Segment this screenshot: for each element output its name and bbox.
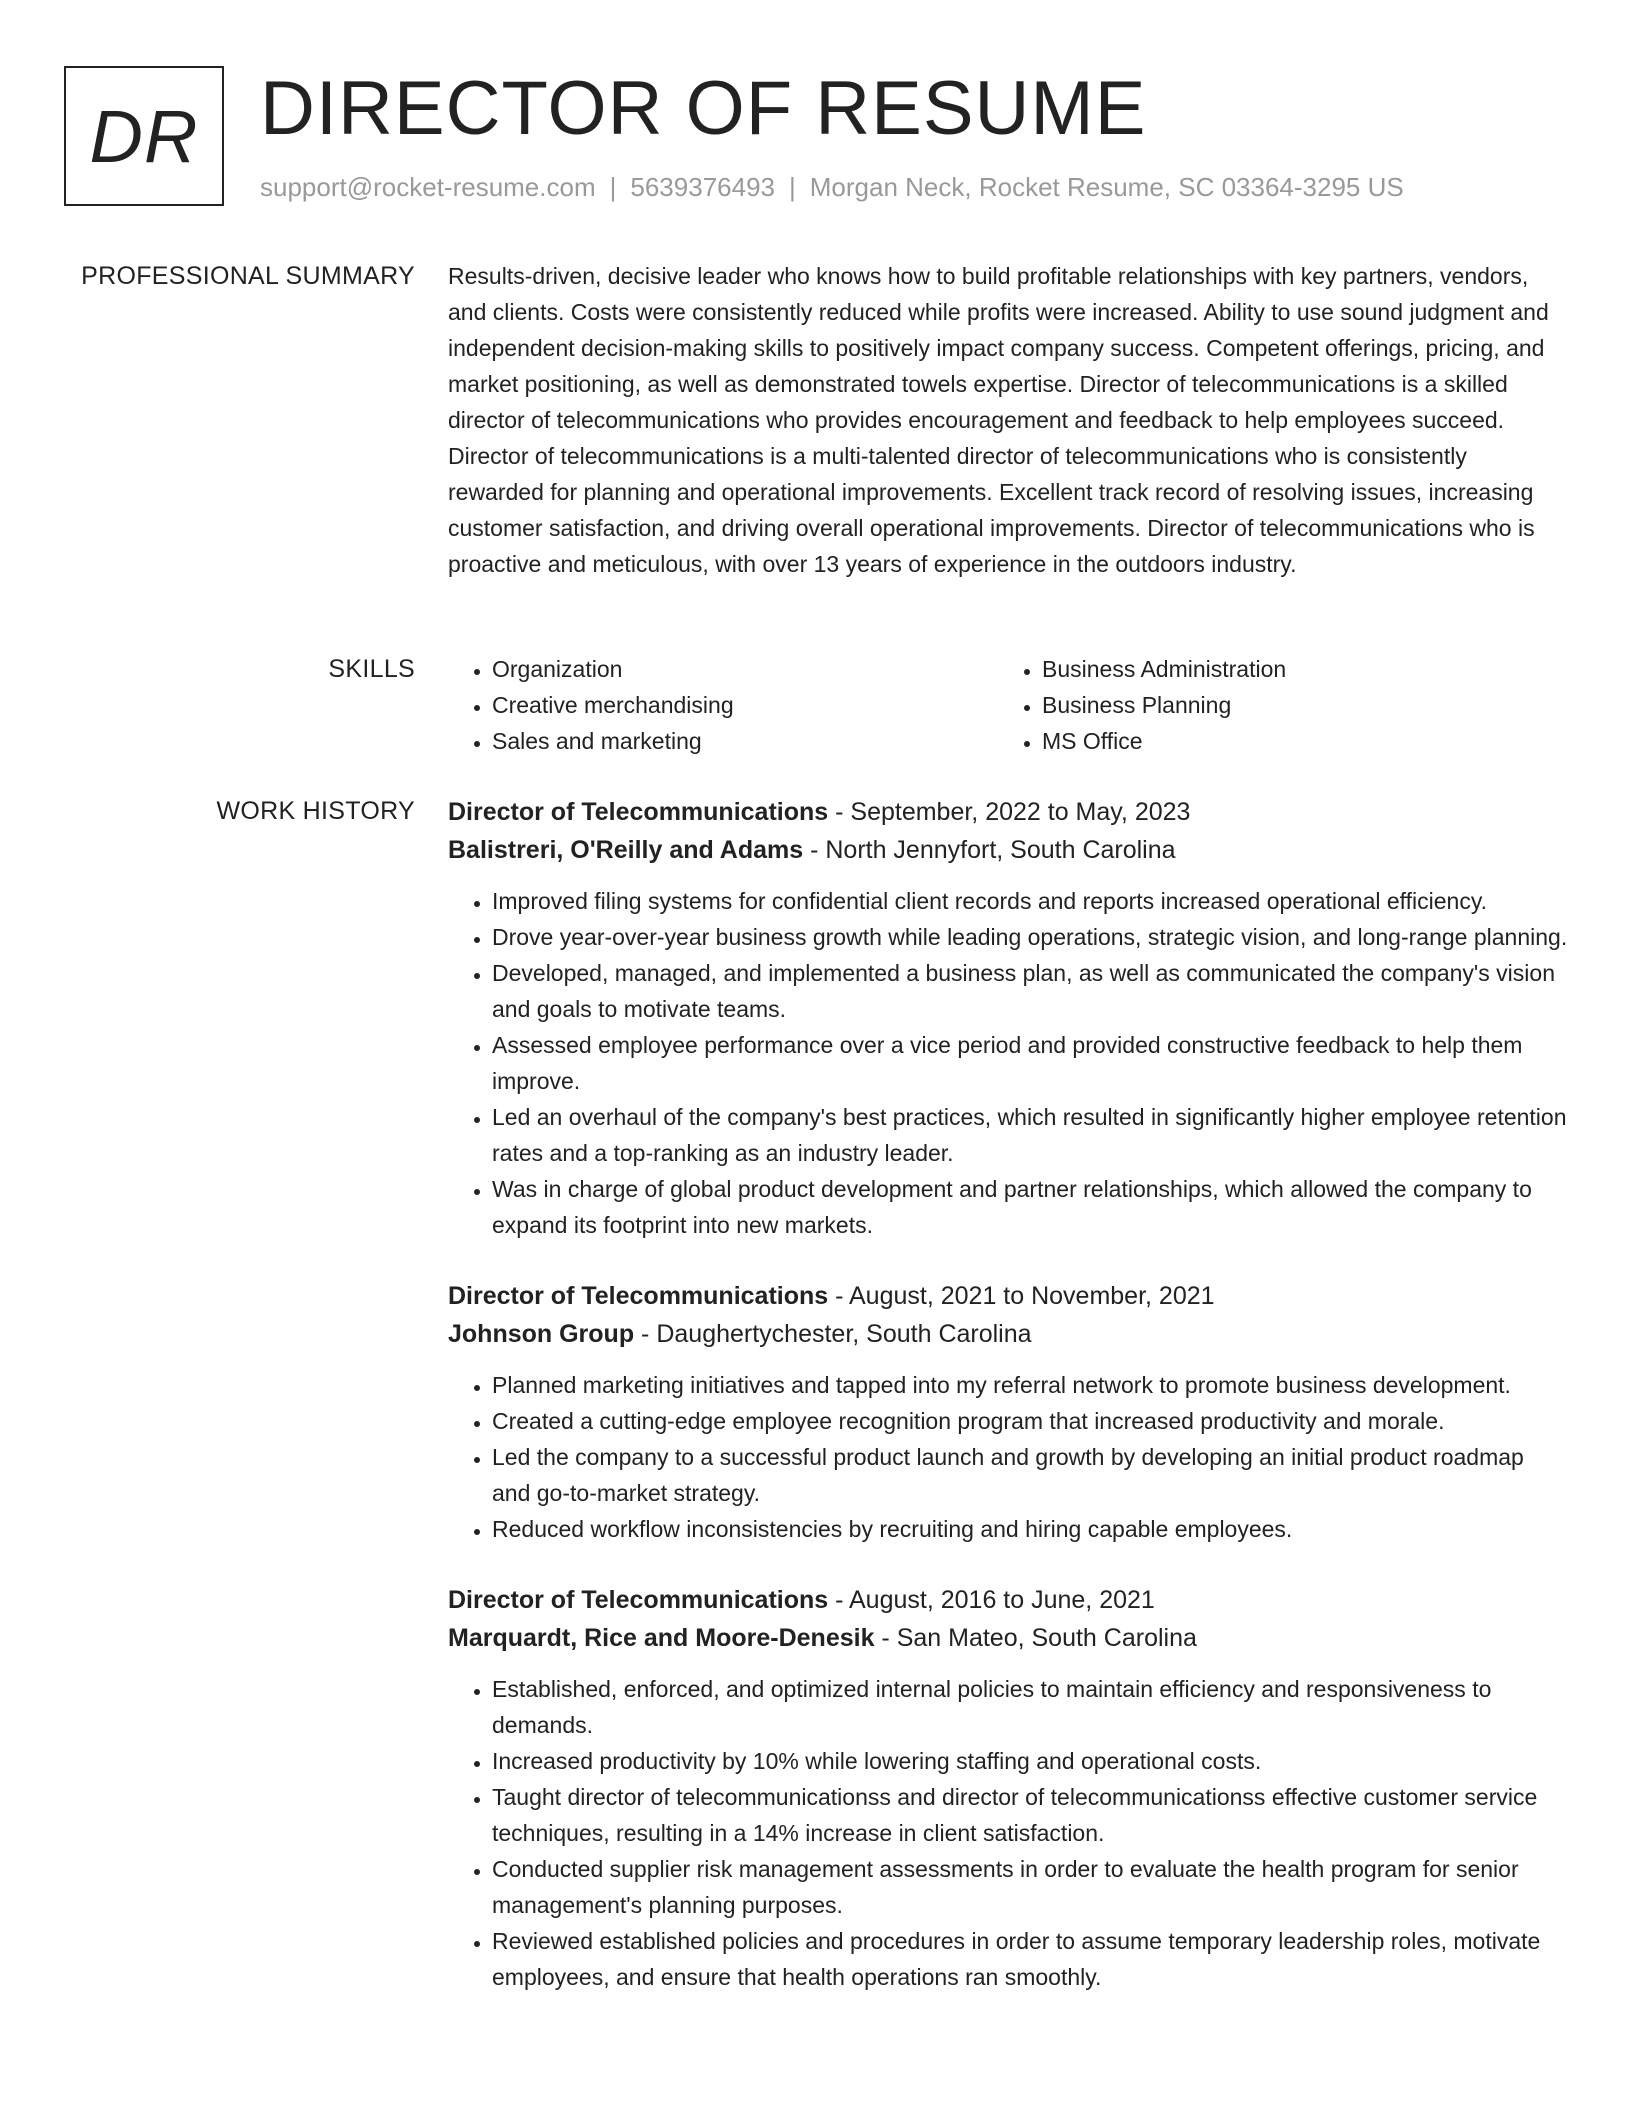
job-entry	[448, 1277, 1568, 1547]
skill-item: • Business Planning	[1042, 687, 1548, 723]
skills-body	[448, 651, 1568, 759]
job-company-line	[448, 831, 1568, 869]
job-role: Director of Telecommunications	[448, 1586, 829, 1614]
job-dates: - August, 2021 to November, 2021	[828, 1282, 1215, 1310]
job-bullet: • Planned marketing initiatives and tapped into my referral network to promote business development.	[492, 1367, 1568, 1403]
contact-email: support@rocket-resume.com	[260, 172, 596, 202]
work-history-body	[448, 793, 1568, 2029]
job-bullet: • Established, enforced, and optimized internal policies to maintain efficiency and responsiveness to demands.	[492, 1671, 1568, 1743]
job-bullet: • Created a cutting-edge employee recognition program that increased productivity and morale.	[492, 1403, 1568, 1439]
job-bullet: • Led the company to a successful product launch and growth by developing an initial product roadmap and go-to-market strategy.	[492, 1439, 1568, 1511]
contact-address: Morgan Neck, Rocket Resume, SC 03364-3295 US	[809, 172, 1404, 202]
summary-body	[448, 258, 1568, 582]
job-bullets	[448, 1671, 1568, 1995]
skill-item: • Organization	[492, 651, 998, 687]
job-company: Johnson Group	[448, 1320, 635, 1348]
skills-grid	[448, 651, 1568, 759]
job-company-line	[448, 1315, 1568, 1353]
job-title-line	[448, 793, 1568, 831]
job-company-line	[448, 1619, 1568, 1657]
job-bullet: • Conducted supplier risk management assessments in order to evaluate the health program for senior management's planning purposes.	[492, 1851, 1568, 1923]
job-location: - Daughertychester, South Carolina	[634, 1320, 1032, 1348]
job-role: Director of Telecommunications	[448, 1282, 829, 1310]
job-bullet: • Developed, managed, and implemented a business plan, as well as communicated the company's vision and goals to motivate teams.	[492, 955, 1568, 1027]
job-dates: - August, 2016 to June, 2021	[828, 1586, 1155, 1614]
job-bullet: • Assessed employee performance over a vice period and provided constructive feedback to help them improve.	[492, 1027, 1568, 1099]
summary-text: Results-driven, decisive leader who knows how to build profitable relationships with key partners, vendors, and clients. Costs were consistently reduced while profits were increased. Ability to use sound judgment and independent decision-making skills to positively impact company success. Competent offerings, pricing, and market positioning, as well as demonstrated towels expertise. Director of telecommunications is a skilled director of telecommunications who provides encouragement and feedback to help employees succeed. Director of telecommunications is a multi-talented director of telecommunications who is consistently rewarded for planning and operational improvements. Excellent track record of resolving issues, increasing customer satisfaction, and driving overall operational improvements. Director of telecommunications who is proactive and meticulous, with over 13 years of experience in the outdoors industry.	[448, 263, 1549, 577]
summary-heading: PROFESSIONAL SUMMARY	[81, 262, 415, 290]
job-company: Balistreri, O'Reilly and Adams	[448, 836, 804, 864]
skill-item: • Business Administration	[1042, 651, 1548, 687]
skill-item: • MS Office	[1042, 723, 1548, 759]
skill-item: • Sales and marketing	[492, 723, 998, 759]
job-title-line	[448, 1581, 1568, 1619]
skills-heading: SKILLS	[328, 655, 415, 683]
job-location: - North Jennyfort, South Carolina	[803, 836, 1176, 864]
skills-list-left	[448, 651, 998, 759]
job-bullet: • Increased productivity by 10% while lowering staffing and operational costs.	[492, 1743, 1568, 1779]
job-bullet: • Reviewed established policies and procedures in order to assume temporary leadership roles, motivate employees, and ensure that health operations ran smoothly.	[492, 1923, 1568, 1995]
contact-separator: |	[609, 172, 617, 202]
skill-item: • Creative merchandising	[492, 687, 998, 723]
job-role: Director of Telecommunications	[448, 798, 829, 826]
job-bullet: • Taught director of telecommunicationss and director of telecommunicationss effective customer service techniques, resulting in a 14% increase in client satisfaction.	[492, 1779, 1568, 1851]
job-bullets	[448, 883, 1568, 1243]
work-history-heading: WORK HISTORY	[216, 797, 415, 825]
monogram-logo: DR	[64, 66, 224, 206]
candidate-name: DIRECTOR OF RESUME	[260, 66, 1147, 151]
job-entry	[448, 793, 1568, 1243]
job-title-line	[448, 1277, 1568, 1315]
job-dates: - September, 2022 to May, 2023	[828, 798, 1191, 826]
job-entry	[448, 1581, 1568, 1995]
job-bullets	[448, 1367, 1568, 1547]
contact-separator: |	[789, 172, 796, 202]
contact-phone: 5639376493	[630, 172, 775, 202]
resume-header	[64, 64, 1564, 214]
job-location: - San Mateo, South Carolina	[874, 1624, 1197, 1652]
job-company: Marquardt, Rice and Moore-Denesik	[448, 1624, 875, 1652]
contact-line	[260, 172, 1404, 203]
job-bullet: • Reduced workflow inconsistencies by recruiting and hiring capable employees.	[492, 1511, 1568, 1547]
job-bullet: • Led an overhaul of the company's best practices, which resulted in significantly higher employee retention rates and a top-ranking as an industry leader.	[492, 1099, 1568, 1171]
job-bullet: • Improved filing systems for confidential client records and reports increased operational efficiency.	[492, 883, 1568, 919]
job-bullet: • Was in charge of global product development and partner relationships, which allowed the company to expand its footprint into new markets.	[492, 1171, 1568, 1243]
job-bullet: • Drove year-over-year business growth while leading operations, strategic vision, and long-range planning.	[492, 919, 1568, 955]
skills-list-right	[998, 651, 1548, 759]
